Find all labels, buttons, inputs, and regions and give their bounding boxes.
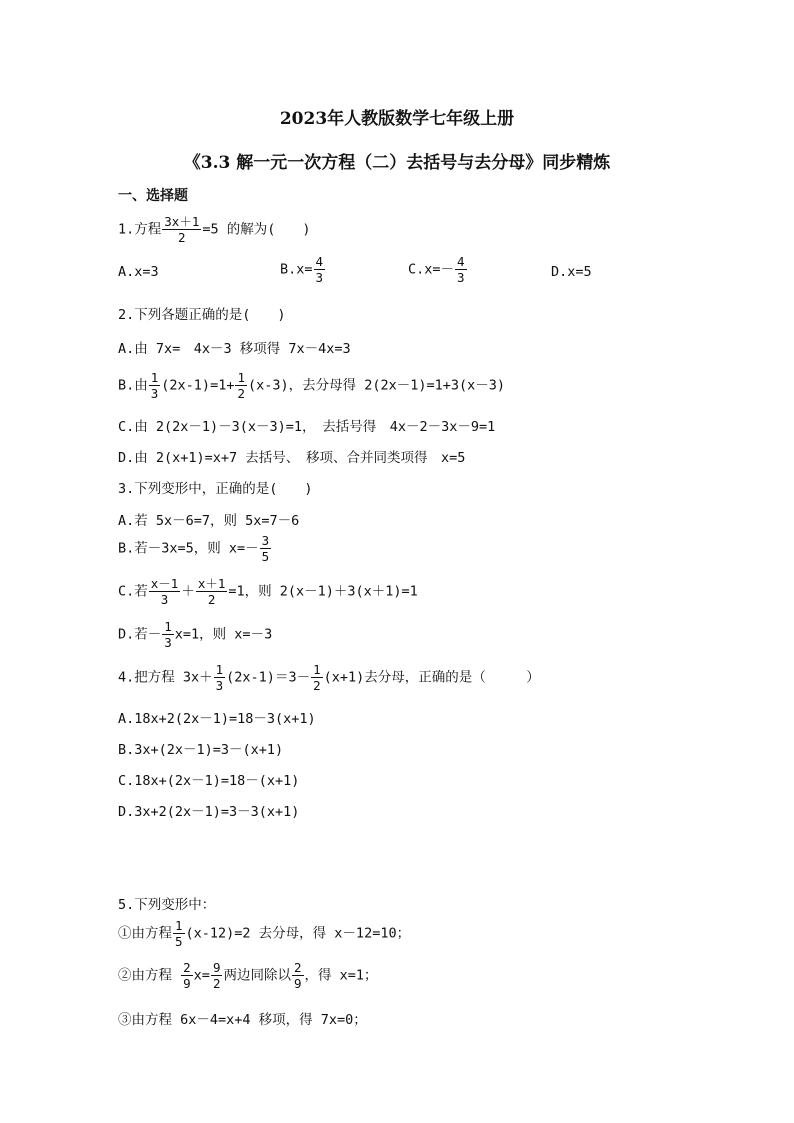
- fraction: [149, 370, 161, 401]
- fraction: [211, 960, 223, 991]
- fraction: [214, 662, 226, 693]
- q1-option-b: [280, 254, 326, 285]
- q2-option-a: A.由 7x= 4x－3 移项得 7x－4x=3: [118, 341, 351, 357]
- fraction: [314, 254, 326, 285]
- fraction: [235, 370, 247, 401]
- numerator: 1: [164, 619, 172, 634]
- question-5-stem: 5.下列变形中：: [118, 897, 216, 913]
- denominator: 2: [207, 592, 216, 607]
- denominator: 3: [150, 386, 159, 401]
- numerator: 2: [183, 960, 191, 975]
- expression: (2x-1)＝3－: [226, 669, 311, 686]
- q5-item-2: [118, 960, 378, 991]
- fraction: [162, 214, 201, 245]
- q2-option-d: D.由 2(x+1)=x+7 去括号、 移项、合并同类项得 x=5: [118, 450, 466, 466]
- numerator: 2: [293, 960, 302, 975]
- expression: (x+1)去分母，正确的是（ ）: [323, 669, 540, 686]
- fraction: [260, 533, 272, 564]
- section-heading: 一、选择题: [118, 188, 188, 204]
- option-label: B.若－3x=5，则 x=－: [118, 540, 259, 557]
- q2-option-b: [118, 370, 505, 401]
- question-4-stem: [118, 662, 540, 693]
- fraction: [196, 576, 228, 607]
- fraction: [311, 662, 323, 693]
- expression: =1，则 2(x－1)＋3(x＋1)=1: [228, 583, 418, 600]
- option-label: B.由: [118, 377, 148, 394]
- q4-option-a: A.18x+2(2x－1)=18－3(x+1): [118, 711, 316, 727]
- expression: ①由方程: [118, 925, 172, 942]
- expression: 4.把方程 3x＋: [118, 669, 213, 686]
- denominator: 9: [183, 976, 191, 991]
- option-label: B.x=: [280, 261, 313, 278]
- fraction: [181, 960, 193, 991]
- q3-option-d: [118, 619, 272, 650]
- numerator: 1: [313, 662, 321, 677]
- q5-item-1: [118, 918, 410, 949]
- numerator: 4: [457, 254, 465, 269]
- expression: ＋: [181, 583, 195, 600]
- fraction: [292, 960, 304, 991]
- q2-option-c: C.由 2(2x－1)－3(x－3)=1， 去括号得 4x－2－3x－9=1: [118, 419, 496, 435]
- question-2-stem: 2.下列各题正确的是( ): [118, 307, 286, 323]
- q1-prefix: 1.方程: [118, 221, 162, 238]
- numerator: 3: [261, 533, 270, 548]
- denominator: 3: [160, 592, 169, 607]
- q3-option-b: [118, 533, 272, 564]
- numerator: 1: [150, 370, 159, 385]
- option-label: D.若－: [118, 626, 162, 643]
- option-label: C.若: [118, 583, 148, 600]
- denominator: 3: [315, 270, 324, 285]
- q1-option-c: [408, 254, 468, 285]
- denominator: 2: [313, 678, 321, 693]
- q3-option-c: [118, 576, 418, 607]
- question-1-stem: [118, 214, 310, 245]
- q5-item-3: ③由方程 6x－4=x+4 移项，得 7x=0；: [118, 1012, 367, 1028]
- expression: 两边同除以: [223, 967, 291, 984]
- q4-option-d: D.3x+2(2x－1)=3－3(x+1): [118, 804, 300, 820]
- numerator: 4: [315, 254, 324, 269]
- denominator: 2: [237, 386, 245, 401]
- q1-suffix: =5 的解为( ): [202, 221, 311, 238]
- numerator: 1: [175, 918, 183, 933]
- q1-option-d: D.x=5: [551, 264, 592, 280]
- denominator: 9: [293, 976, 302, 991]
- q3-option-a: A.若 5x－6=7，则 5x=7－6: [118, 513, 300, 529]
- numerator: 3x＋1: [164, 214, 200, 229]
- q4-option-c: C.18x+(2x－1)=18－(x+1): [118, 773, 300, 789]
- expression: (2x-1)=1+: [161, 377, 235, 394]
- question-3-stem: 3.下列变形中，正确的是( ): [118, 481, 313, 497]
- fraction: [162, 619, 174, 650]
- expression: (x-12)=2 去分母，得 x－12=10；: [185, 925, 411, 942]
- fraction: [455, 254, 467, 285]
- q4-option-b: B.3x+(2x－1)=3－(x+1): [118, 742, 284, 758]
- denominator: 2: [178, 230, 186, 245]
- expression: ②由方程: [118, 967, 181, 984]
- denominator: 3: [164, 635, 172, 650]
- numerator: 1: [237, 370, 245, 385]
- numerator: 9: [212, 960, 221, 975]
- numerator: x－1: [150, 576, 179, 591]
- expression: (x-3)，去分母得 2(2x－1)=1+3(x－3): [247, 377, 506, 394]
- denominator: 5: [261, 549, 270, 564]
- expression: ，得 x=1；: [304, 967, 378, 984]
- numerator: 1: [215, 662, 224, 677]
- q1-option-a: A.x=3: [118, 264, 159, 280]
- expression: x=1，则 x=－3: [174, 626, 273, 643]
- denominator: 5: [175, 934, 183, 949]
- expression: x=: [193, 967, 210, 984]
- fraction: [149, 576, 181, 607]
- denominator: 3: [215, 678, 224, 693]
- option-label: C.x=－: [408, 261, 455, 278]
- document-subtitle: 《3.3 解一元一次方程（二）去括号与去分母》同步精炼: [183, 153, 611, 173]
- numerator: x＋1: [197, 576, 226, 591]
- fraction: [173, 918, 185, 949]
- document-title: 2023年人教版数学七年级上册: [279, 109, 515, 129]
- denominator: 3: [457, 270, 465, 285]
- denominator: 2: [212, 976, 221, 991]
